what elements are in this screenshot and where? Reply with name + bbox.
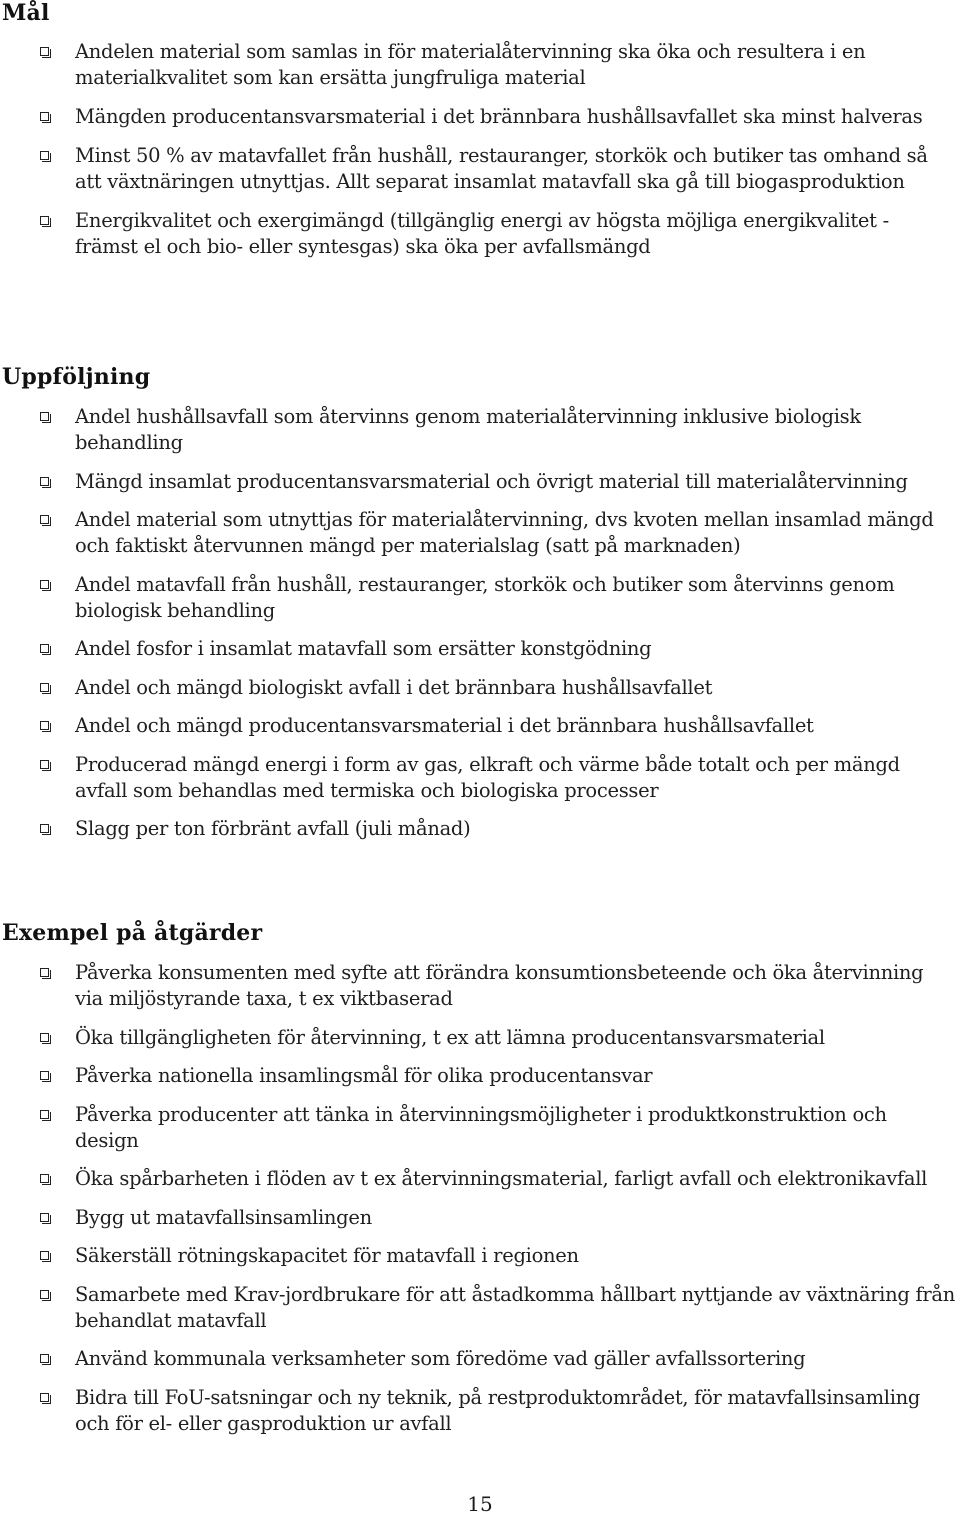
list-item [0,636,960,662]
list-item [0,208,960,260]
list-item-text: Andel matavfall från hushåll, restauranger, storkök och butiker som återvinns genom biologisk behandling [75,572,895,622]
checkbox-bullet-icon [40,1110,49,1119]
checkbox-bullet-icon [40,515,49,524]
list-item [0,404,960,456]
list-item-text: Påverka konsumenten med syfte att förändra konsumtionsbeteende och öka återvinning via miljöstyrande taxa, t ex viktbaserad [75,961,924,1010]
list-item-text: Energikvalitet och exergimängd (tillgänglig energi av högsta möjliga energikvalitet - främst el och bio- eller syntesgas) ska öka per avfallsmängd [75,209,889,258]
heading-exempel-pa-atgarder: Exempel på åtgärder [2,920,263,946]
checkbox-bullet-icon [40,644,49,653]
heading-uppfoljning: Uppföljning [2,364,151,390]
checkbox-bullet-icon [40,824,49,833]
list-item-text: Slagg per ton förbränt avfall (juli månad) [75,817,471,840]
list-item-text: Öka tillgängligheten för återvinning, t ex att lämna producentansvarsmaterial [75,1025,825,1049]
list-item-text: Minst 50 % av matavfallet från hushåll, restauranger, storkök och butiker tas omhand så att växtnäringen utnyttjas. Allt separat insamlat matavfall ska gå till biogasproduktion [75,144,928,193]
checkbox-bullet-icon [40,1174,49,1183]
list-item [0,1205,960,1231]
list-item [0,143,960,195]
checkbox-bullet-icon [40,1213,49,1222]
list-item [0,1385,960,1437]
list-item-text: Bidra till FoU-satsningar och ny teknik, på restproduktområdet, för matavfallsinsamling och för el- eller gasproduktion ur avfall [75,1385,921,1435]
list-item-text: Öka spårbarheten i flöden av t ex återvinningsmaterial, farligt avfall och elektronikavfall [75,1167,928,1190]
list-item [0,1063,960,1089]
list-item [0,469,960,495]
list-exempel-pa-atgarder [0,960,960,1449]
list-item-text: Andel och mängd producentansvarsmaterial i det brännbara hushållsavfallet [75,714,814,737]
checkbox-bullet-icon [40,1290,49,1299]
checkbox-bullet-icon [40,216,49,225]
list-item-text: Andel material som utnyttjas för materialåtervinning, dvs kvoten mellan insamlad mängd och faktiskt återvunnen mängd per materialslag (satt på marknaden) [75,508,934,557]
list-item-text: Andel hushållsavfall som återvinns genom materialåtervinning inklusive biologisk behandling [75,405,861,454]
list-item [0,507,960,559]
list-item-text: Påverka producenter att tänka in återvinningsmöjligheter i produktkonstruktion och design [75,1102,887,1152]
checkbox-bullet-icon [40,1354,49,1363]
checkbox-bullet-icon [40,477,49,486]
list-item [0,960,960,1012]
list-item-text: Säkerställ rötningskapacitet för matavfall i regionen [75,1244,579,1267]
checkbox-bullet-icon [40,112,49,121]
checkbox-bullet-icon [40,1033,49,1042]
list-item [0,1243,960,1269]
list-item-text: Andel och mängd biologiskt avfall i det brännbara hushållsavfallet [75,675,713,699]
page-number: 15 [467,1492,493,1516]
list-item [0,39,960,91]
list-item [0,1282,960,1334]
list-item [0,1102,960,1154]
checkbox-bullet-icon [40,151,49,160]
list-item [0,1166,960,1192]
checkbox-bullet-icon [40,968,49,977]
heading-mal: Mål [2,0,50,26]
list-uppfoljning [0,404,960,855]
list-item-text: Producerad mängd energi i form av gas, elkraft och värme både totalt och per mängd avfall som behandlas med termiska och biologiska processer [75,752,900,802]
list-item-text: Andel fosfor i insamlat matavfall som ersätter konstgödning [75,637,652,660]
checkbox-bullet-icon [40,721,49,730]
list-item [0,752,960,804]
list-item [0,1025,960,1051]
list-mal [0,39,960,273]
checkbox-bullet-icon [40,47,49,56]
list-item [0,816,960,842]
checkbox-bullet-icon [40,1251,49,1260]
checkbox-bullet-icon [40,1393,49,1402]
list-item-text: Mängden producentansvarsmaterial i det brännbara hushållsavfallet ska minst halveras [75,105,923,128]
checkbox-bullet-icon [40,683,49,692]
list-item-text: Mängd insamlat producentansvarsmaterial och övrigt material till materialåtervinning [75,469,908,493]
list-item-text: Påverka nationella insamlingsmål för olika producentansvar [75,1064,653,1087]
list-item-text: Andelen material som samlas in för materialåtervinning ska öka och resultera i en materialkvalitet som kan ersätta jungfruliga material [75,40,866,89]
list-item [0,675,960,701]
list-item-text: Bygg ut matavfallsinsamlingen [75,1205,372,1229]
list-item [0,713,960,739]
list-item-text: Använd kommunala verksamheter som föredöme vad gäller avfallssortering [75,1347,806,1370]
list-item [0,1346,960,1372]
list-item [0,572,960,624]
list-item [0,104,960,130]
checkbox-bullet-icon [40,760,49,769]
list-item-text: Samarbete med Krav-jordbrukare för att åstadkomma hållbart nyttjande av växtnäring från behandlat matavfall [75,1282,955,1332]
checkbox-bullet-icon [40,412,49,421]
checkbox-bullet-icon [40,1071,49,1080]
checkbox-bullet-icon [40,580,49,589]
